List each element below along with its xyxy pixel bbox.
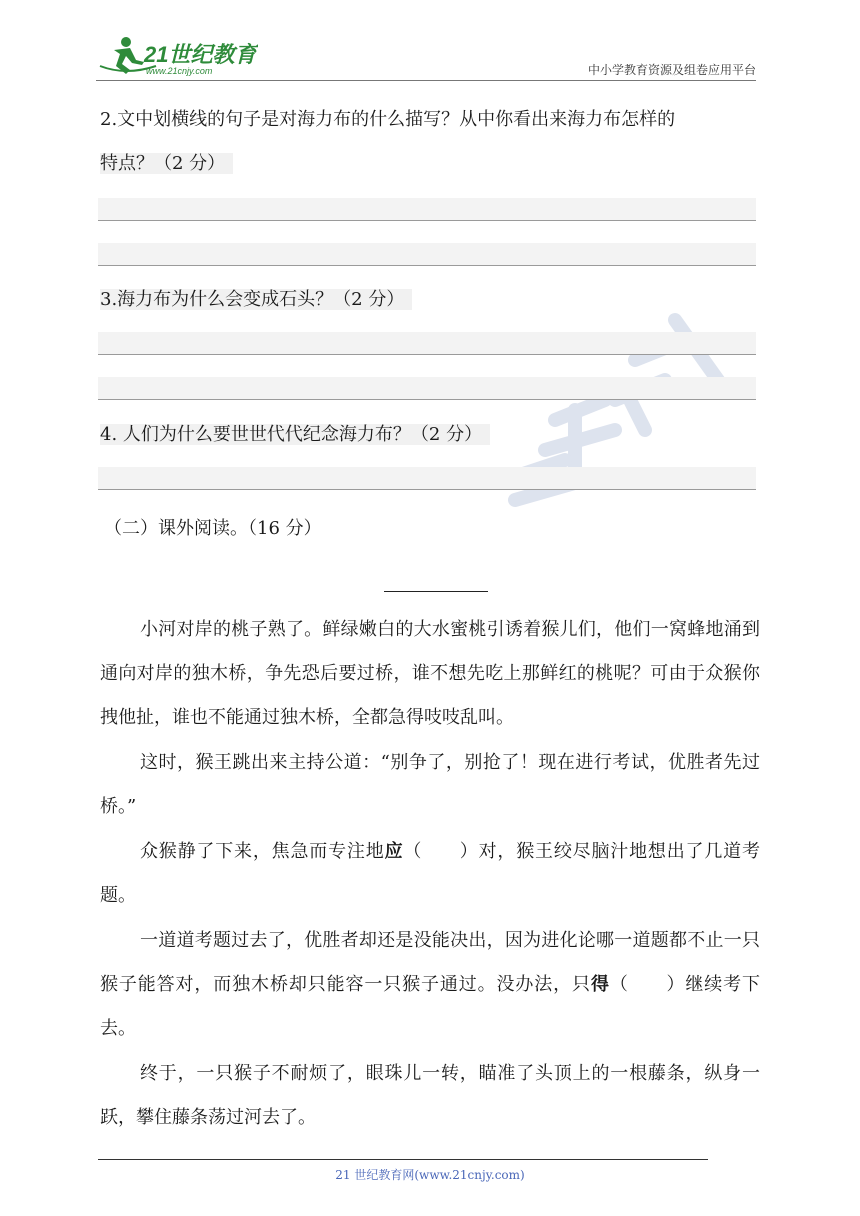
question-4-text: 4. 人们为什么要世世代代纪念海力布？（2 分） <box>100 424 490 445</box>
question-2-line1: 2.文中划横线的句子是对海力布的什么描写？从中你看出来海力布怎样的 <box>100 109 676 130</box>
logo-text: 21世纪教育 <box>144 42 257 67</box>
passage-paragraph-1: 小河对岸的桃子熟了。鲜绿嫩白的大水蜜桃引诱着猴儿们，他们一窝蜂地涌到通向对岸的独木桥，争先恐后要过桥，谁不想先吃上那鲜红的桃呢？可由于众猴你拽他扯，谁也不能通过独木桥，全都急得吱吱乱叫。 <box>100 619 760 728</box>
question-4 <box>100 423 490 447</box>
passage-title-blank <box>384 591 488 592</box>
paragraph-4-text-a: 一道道考题过去了，优胜者却还是没能决出，因为进化论哪一道题都不止一只猴子能答对，而独木桥却只能容一只猴子通过。没办法，只 <box>100 930 760 995</box>
passage-paragraph-5: 终于，一只猴子不耐烦了，眼珠儿一转，瞄准了头顶上的一根藤条，纵身一跃，攀住藤条荡过河去了。 <box>100 1063 760 1128</box>
logo-url: www.21cnjy.com <box>146 66 213 76</box>
answer-line <box>98 198 756 221</box>
bold-char-de: 得 <box>590 974 610 995</box>
paragraph-3-text-b: （ ）对，猴王绞尽脑汁地想出了几道考题。 <box>100 841 760 906</box>
header-divider <box>96 80 756 81</box>
platform-label: 中小学教育资源及组卷应用平台 <box>587 63 756 77</box>
question-2-text: 特点？（2 分） <box>100 153 233 174</box>
question-2-line2 <box>100 152 233 176</box>
bold-char-ying: 应 <box>384 841 404 862</box>
footer-divider <box>98 1159 708 1160</box>
answer-line <box>98 467 756 490</box>
answer-line <box>98 332 756 355</box>
footer-link[interactable]: 21 世纪教育网(www.21cnjy.com) <box>335 1168 525 1182</box>
answer-line <box>98 243 756 266</box>
paragraph-4-text-b: （ ）继续考下去。 <box>100 974 761 1039</box>
question-3-text: 3.海力布为什么会变成石头？（2 分） <box>100 289 412 310</box>
site-logo <box>96 36 258 78</box>
question-3 <box>100 288 412 312</box>
passage-paragraph-3 <box>100 830 760 918</box>
answer-line <box>98 377 756 400</box>
passage-paragraph-4 <box>100 919 760 1051</box>
section-title: （二）课外阅读。（16 分） <box>104 518 322 539</box>
paragraph-3-text-a: 众猴静了下来，焦急而专注地 <box>140 841 385 862</box>
passage-paragraph-2: 这时，猴王跳出来主持公道：“别争了，别抢了！现在进行考试，优胜者先过桥。” <box>100 752 760 817</box>
